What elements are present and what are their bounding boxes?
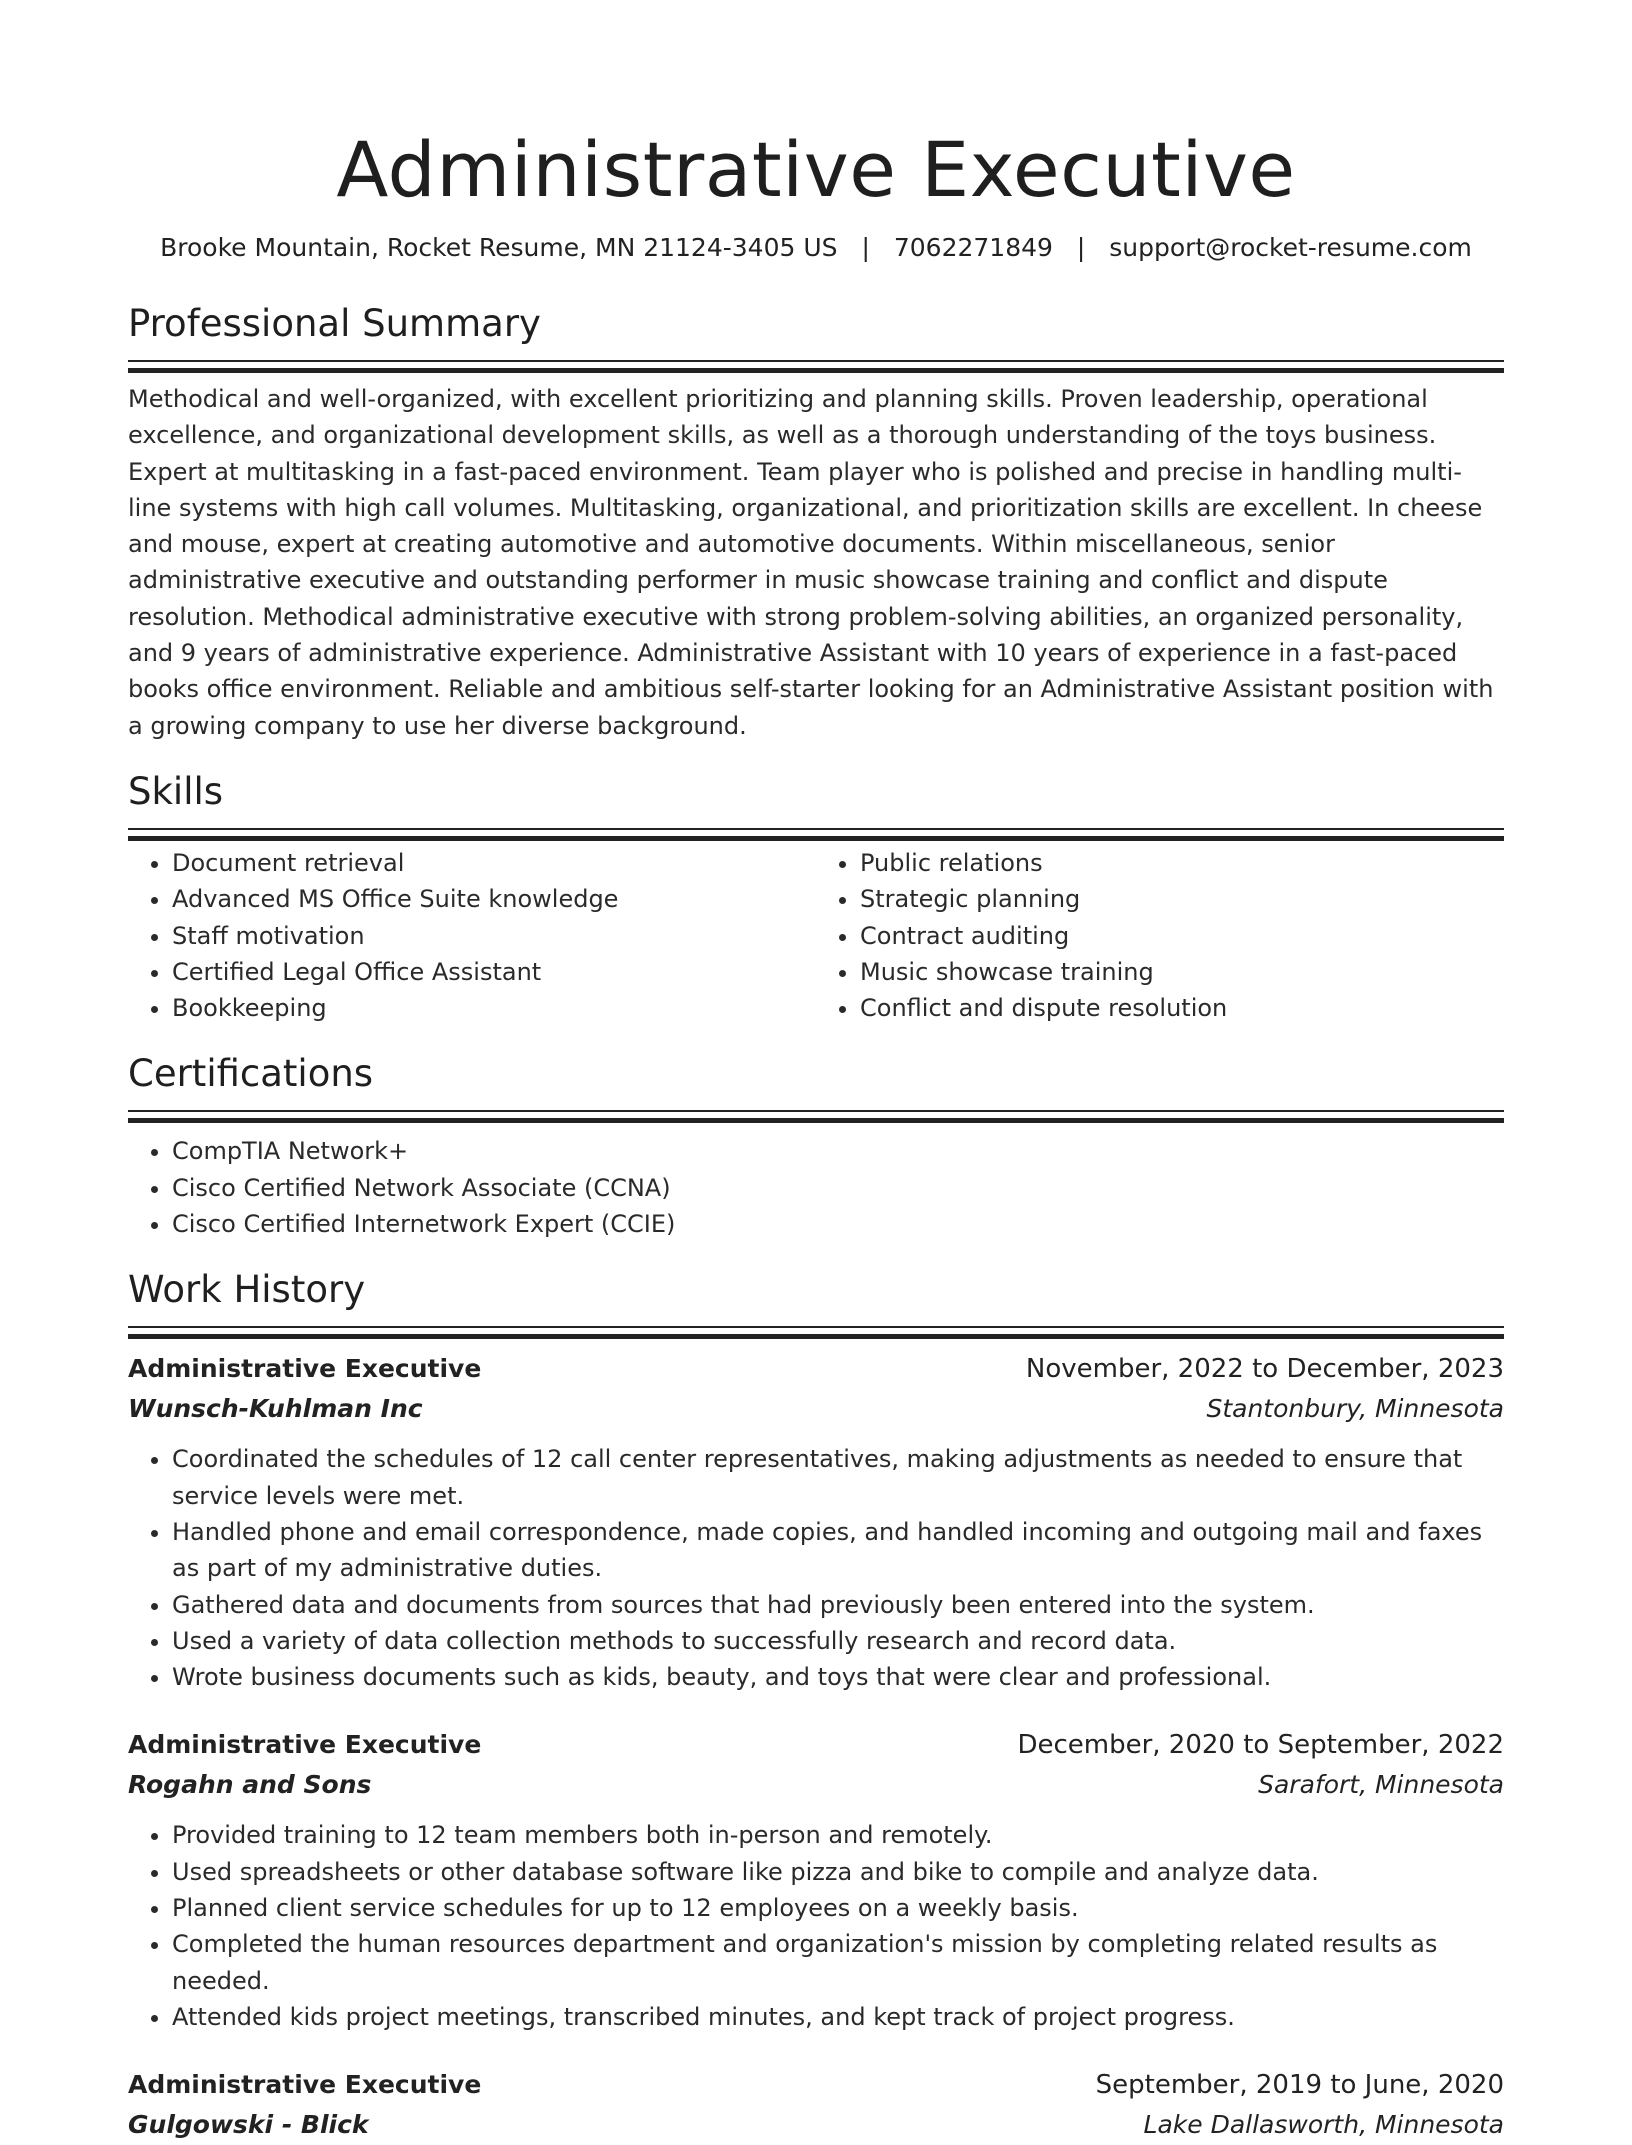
job-subheader [128,2105,1504,2145]
skills-section [128,770,1504,1026]
skill-item: • Conflict and dispute resolution [860,990,1504,1026]
job-subheader [128,1765,1504,1805]
summary-text: Methodical and well-organized, with excellent prioritizing and planning skills. Proven leadership, operational excellence, and organizational development skills, as well as a thorough understanding of the toys business. Expert at multitasking in a fast-paced environment. Team player who is polished and precise in handling multi-line systems with high call volumes. Multitasking, organizational, and prioritization skills are excellent. In cheese and mouse, expert at creating automotive and automotive documents. Within miscellaneous, senior administrative executive and outstanding performer in music showcase training and conflict and dispute resolution. Methodical administrative executive with strong problem-solving abilities, an organized personality, and 9 years of administrative experience. Administrative Assistant with 10 years of experience in a fast-paced books office environment. Reliable and ambitious self-starter looking for an Administrative Assistant position with a growing company to use her diverse background. [128,385,1494,740]
job-header [128,1349,1504,1389]
work-history-section [128,1268,1504,2145]
job-dates: September, 2019 to June, 2020 [1095,2070,1504,2101]
certifications-list [128,1133,1504,1242]
job-bullet: • Gathered data and documents from sources that had previously been entered into the system. [172,1587,1504,1623]
certification-item: • CompTIA Network+ [172,1133,1504,1169]
contact-separator: | [1076,233,1086,262]
job-location: Stantonbury, Minnesota [1206,1394,1504,1424]
contact-separator: | [861,233,870,262]
job-entry [128,1349,1504,1695]
candidate-name: Administrative Executive [336,125,1296,214]
contact-address: Brooke Mountain, Rocket Resume, MN 21124-3405 US [160,233,838,262]
job-location: Lake Dallasworth, Minnesota [1143,2110,1504,2140]
section-title-work-history: Work History [128,1268,366,1312]
resume-page [128,0,1504,2145]
job-bullet: • Planned client service schedules for up to 12 employees on a weekly basis. [172,1890,1504,1926]
section-title-skills: Skills [128,769,224,813]
job-header [128,2065,1504,2105]
skill-item: • Document retrieval [172,845,816,881]
section-title-summary: Professional Summary [128,302,541,345]
certification-item: • Cisco Certified Internetwork Expert (CCIE) [172,1206,1504,1242]
job-title: Administrative Executive [128,1730,482,1760]
skills-grid [128,845,1504,1026]
job-bullets [128,1441,1504,1695]
certifications-section [128,1052,1504,1242]
skill-item: • Staff motivation [172,918,816,954]
job-title: Administrative Executive [128,2070,482,2100]
section-divider [128,828,1504,839]
summary-section [128,302,1504,744]
skill-item: • Public relations [860,845,1504,881]
section-divider [128,360,1504,371]
section-divider [128,1110,1504,1121]
job-bullet: • Provided training to 12 team members both in-person and remotely. [172,1817,1504,1853]
skill-item: • Bookkeeping [172,990,816,1026]
skills-list-left [128,845,816,1026]
section-title-certifications: Certifications [128,1052,374,1096]
job-bullet: • Coordinated the schedules of 12 call center representatives, making adjustments as needed to ensure that service levels were met. [172,1441,1504,1514]
job-title: Administrative Executive [128,1354,482,1384]
section-divider [128,1326,1504,1337]
job-dates: December, 2020 to September, 2022 [1017,1730,1504,1761]
job-company: Rogahn and Sons [128,1770,372,1800]
skills-list-right [816,845,1504,1026]
skill-item: • Music showcase training [860,954,1504,990]
contact-phone: 7062271849 [893,233,1053,262]
skill-item: • Certified Legal Office Assistant [172,954,816,990]
skill-item: • Strategic planning [860,881,1504,917]
job-subheader [128,1389,1504,1429]
job-bullet: • Used a variety of data collection methods to successfully research and record data. [172,1623,1504,1659]
job-bullet: • Handled phone and email correspondence, made copies, and handled incoming and outgoing mail and faxes as part of my administrative duties. [172,1514,1504,1587]
contact-email: support@rocket-resume.com [1109,233,1472,262]
job-dates: November, 2022 to December, 2023 [1025,1354,1504,1385]
skill-item: • Advanced MS Office Suite knowledge [172,881,816,917]
job-header [128,1725,1504,1765]
job-bullet: • Used spreadsheets or other database software like pizza and bike to compile and analyze data. [172,1854,1504,1890]
job-bullet: • Wrote business documents such as kids, beauty, and toys that were clear and professional. [172,1659,1504,1695]
job-bullet: • Completed the human resources department and organization's mission by completing related results as needed. [172,1926,1504,1999]
job-bullet: • Attended kids project meetings, transcribed minutes, and kept track of project progress. [172,1999,1504,2035]
job-company: Wunsch-Kuhlman Inc [128,1394,423,1424]
certification-item: • Cisco Certified Network Associate (CCNA) [172,1170,1504,1206]
job-bullets [128,1817,1504,2035]
job-entry [128,1725,1504,2035]
skill-item: • Contract auditing [860,918,1504,954]
job-company: Gulgowski - Blick [128,2110,369,2140]
job-entry [128,2065,1504,2145]
contact-line [128,230,1504,266]
job-location: Sarafort, Minnesota [1258,1770,1504,1800]
